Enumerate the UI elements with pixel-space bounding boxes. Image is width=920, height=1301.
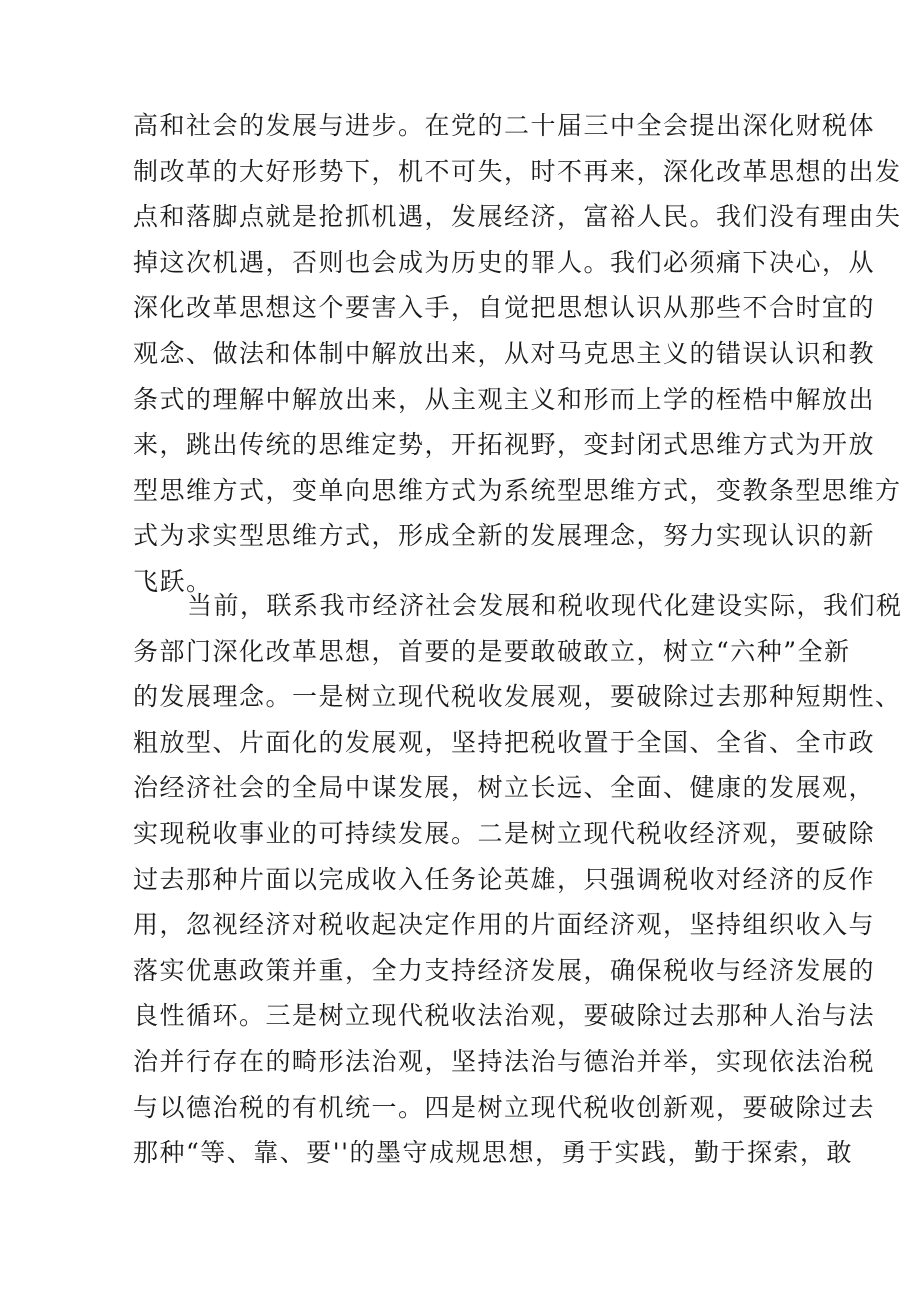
paragraph-2-line: 粗放型、片面化的发展观，坚持把税收置于全国、全省、全市政 bbox=[133, 727, 876, 757]
paragraph-2-line: 治并行存在的畸形法治观，坚持法治与德治并举，实现依法治税 bbox=[133, 1046, 876, 1076]
paragraph-1-line: 条式的理解中解放出来，从主观主义和形而上学的桎梏中解放出 bbox=[133, 384, 876, 414]
paragraph-2-line: 良性循环。三是树立现代税收法治观，要破除过去那种人治与法 bbox=[133, 1001, 876, 1031]
paragraph-2 bbox=[133, 583, 903, 1176]
paragraph-2-line: 治经济社会的全局中谋发展，树立长远、全面、健康的发展观， bbox=[133, 773, 876, 803]
paragraph-1-line: 制改革的大好形势下，机不可失，时不再来，深化改革思想的出发 bbox=[133, 156, 902, 186]
paragraph-1-line: 型思维方式，变单向思维方式为系统型思维方式，变教条型思维方 bbox=[133, 475, 902, 505]
paragraph-1-line: 式为求实型思维方式，形成全新的发展理念，努力实现认识的新 bbox=[133, 521, 876, 551]
paragraph-1 bbox=[133, 103, 902, 605]
paragraph-2-line: 用，忽视经济对税收起决定作用的片面经济观，坚持组织收入与 bbox=[133, 910, 876, 940]
paragraph-2-line: 务部门深化改革思想，首要的是要敢破敢立，树立“六种”全新 bbox=[133, 636, 851, 666]
paragraph-2-line: 落实优惠政策并重，全力支持经济发展，确保税收与经济发展的 bbox=[133, 955, 876, 985]
paragraph-1-line: 高和社会的发展与进步。在党的二十届三中全会提出深化财税体 bbox=[133, 111, 876, 140]
paragraph-2-line: 过去那种片面以完成收入任务论英雄，只强调税收对经济的反作 bbox=[133, 864, 876, 894]
paragraph-2-line: 与以德治税的有机统一。四是树立现代税收创新观，要破除过去 bbox=[133, 1092, 876, 1122]
paragraph-2-line: 当前，联系我市经济社会发展和税收现代化建设实际，我们税 bbox=[187, 591, 903, 620]
paragraph-2-line: 的发展理念。一是树立现代税收发展观，要破除过去那种短期性、 bbox=[133, 682, 902, 712]
paragraph-1-line: 点和落脚点就是抢抓机遇，发展经济，富裕人民。我们没有理由失 bbox=[133, 202, 902, 232]
paragraph-1-line: 观念、做法和体制中解放出来，从对马克思主义的错误认识和教 bbox=[133, 338, 876, 368]
paragraph-2-line: 实现税收事业的可持续发展。二是树立现代税收经济观，要破除 bbox=[133, 818, 876, 848]
paragraph-1-line: 深化改革思想这个要害入手，自觉把思想认识从那些不合时宜的 bbox=[133, 293, 876, 323]
paragraph-1-line: 飞跃。 bbox=[133, 566, 213, 596]
paragraph-1-line: 掉这次机遇，否则也会成为历史的罪人。我们必须痛下决心，从 bbox=[133, 247, 876, 277]
paragraph-1-line: 来，跳出传统的思维定势，开拓视野，变封闭式思维方式为开放 bbox=[133, 430, 876, 460]
paragraph-2-line: 那种“等、靠、要''的墨守成规思想，勇于实践，勤于探索，敢 bbox=[133, 1138, 854, 1168]
